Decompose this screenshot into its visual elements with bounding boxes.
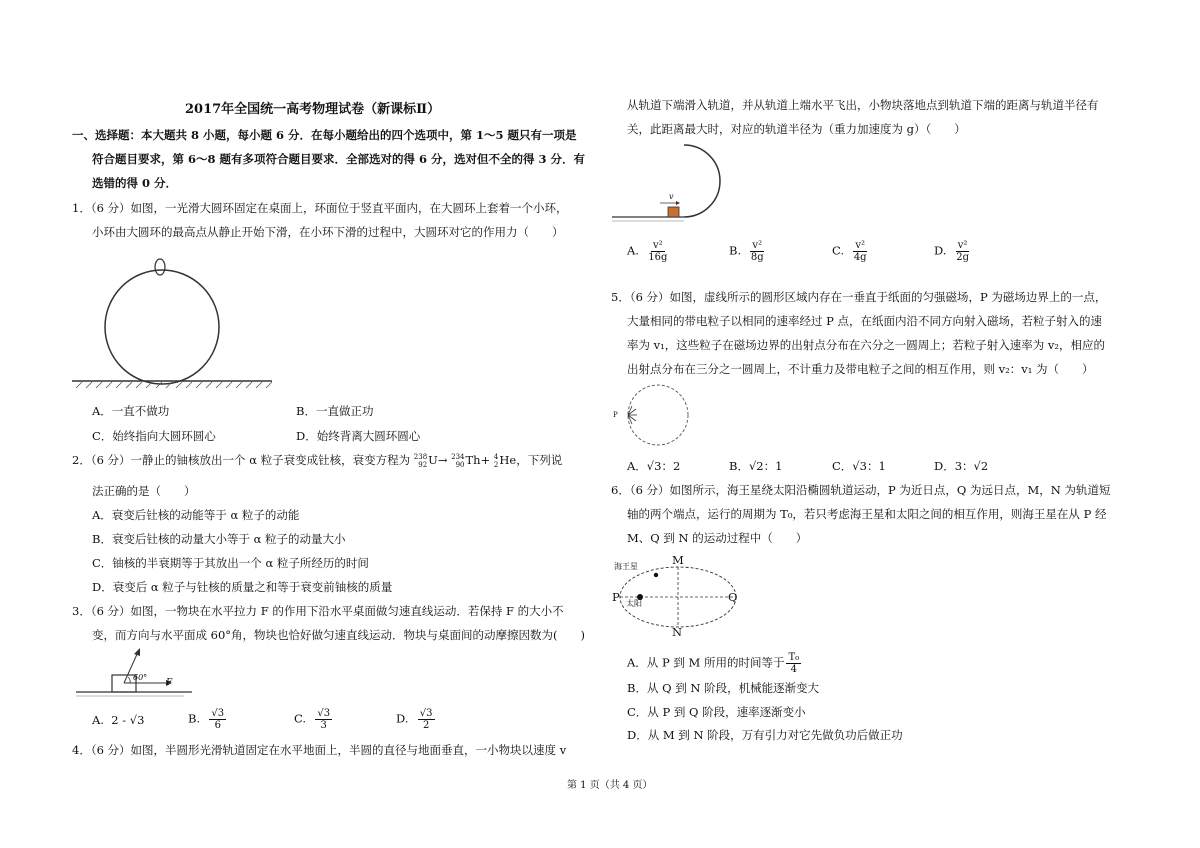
q4-stem-line2: 从轨道下端滑入轨道，并从轨道上端水平飞出，小物块落地点到轨道下端的距离与轨道半径有 bbox=[627, 98, 1099, 112]
section-header-line2: 符合题目要求，第 6～8 题有多项符合题目要求．全部选对的得 6 分，选对但不全的得 3 分．有 bbox=[92, 152, 586, 166]
q5-stem-line3: 率为 v₁，这些粒子在磁场边界的出射点分布在六分之一圆周上；若粒子射入速率为 v₂，相应的 bbox=[627, 338, 1106, 352]
q3-block-figure bbox=[72, 648, 192, 704]
q1-option-d: D．始终背离大圆环圆心 bbox=[296, 429, 421, 443]
q2-stem-pre: 2．（6 分）一静止的铀核放出一个 α 粒子衰变成钍核，衰变方程为 bbox=[72, 453, 411, 467]
q6-option-c: C．从 P 到 Q 阶段，速率逐渐变小 bbox=[627, 705, 806, 719]
q3-angle-label: 60° bbox=[133, 673, 148, 682]
uranium-symbol: U→ bbox=[428, 453, 448, 467]
q1-option-c: C．始终指向大圆环圆心 bbox=[92, 429, 216, 443]
q3-option-a: A. 2 - √3 bbox=[92, 713, 145, 727]
q1-stem-line1: 1．（6 分）如图，一光滑大圆环固定在桌面上，环面位于竖直平面内，在大圆环上套着一个小环， bbox=[72, 201, 568, 215]
q5-stem-line4: 出射点分布在三分之一圆周上，不计重力及带电粒子之间的相互作用，则 v₂：v₁ 为（ ） bbox=[627, 362, 1094, 376]
q4-semicircle-figure bbox=[612, 143, 732, 225]
q4-stem-line1: 4．（6 分）如图，半圆形光滑轨道固定在水平地面上，半圆的直径与地面垂直，一小物块以速度 v bbox=[72, 743, 567, 757]
q3-stem-line1: 3．（6 分）如图，一物块在水平拉力 F 的作用下沿水平桌面做匀速直线运动．若保持 F 的大小不 bbox=[72, 604, 564, 618]
q4-option-b: B. $\frac{\text{v²}}{8g}$ bbox=[729, 240, 764, 263]
q5-option-a: A．√3：2 bbox=[627, 459, 681, 473]
q1-stem-line2: 小环由大圆环的最高点从静止开始下滑，在小环下滑的过程中，大圆环对它的作用力（ ） bbox=[92, 225, 564, 239]
q5-stem-line2: 大量相同的带电粒子以相同的速率经过 P 点，在纸面内沿不同方向射入磁场，若粒子射入的速 bbox=[627, 314, 1103, 328]
q4-velocity-label: v bbox=[669, 192, 674, 201]
q2-option-c: C．铀核的半衰期等于其放出一个 α 粒子所经历的时间 bbox=[92, 556, 369, 570]
q2-stem-line2: 法正确的是（ ） bbox=[92, 484, 196, 498]
q2-stem-line1 bbox=[72, 452, 562, 469]
q6-point-q-label: Q bbox=[728, 590, 738, 604]
q6-option-a: A．从 P 到 M 所用的时间等于 $\frac{\text{T₀}}{4}$ bbox=[627, 652, 800, 675]
q6-option-b: B．从 Q 到 N 阶段，机械能逐渐变大 bbox=[627, 681, 820, 695]
section-header-line3: 选错的得 0 分． bbox=[92, 176, 178, 190]
q1-option-b: B．一直做正功 bbox=[296, 404, 374, 418]
q4-option-d: D. $\frac{\text{v²}}{2g}$ bbox=[934, 240, 969, 263]
q2-stem-post: ，下列说 bbox=[516, 453, 563, 467]
q5-stem-line1: 5．（6 分）如图，虚线所示的圆形区域内存在一垂直于纸面的匀强磁场，P 为磁场边界上的一点， bbox=[611, 290, 1107, 304]
q5-point-p-label: P bbox=[613, 411, 618, 419]
q3-option-c: C. $\frac{√3}{3}$ bbox=[294, 708, 331, 731]
thorium-symbol: Th+ bbox=[465, 453, 491, 467]
q4-stem-line3: 关，此距离最大时，对应的轨道半径为（重力加速度为 g）（ ） bbox=[627, 122, 966, 136]
q6-option-d: D．从 M 到 N 阶段，万有引力对它先做负功后做正功 bbox=[627, 728, 903, 742]
q1-hoop-figure bbox=[72, 252, 272, 392]
q6-point-m-label: M bbox=[672, 553, 684, 567]
q6-sun-label: 太阳 bbox=[626, 599, 642, 608]
q4-option-a: A. $\frac{\text{v²}}{16g}$ bbox=[627, 240, 668, 263]
q5-magnetic-field-figure bbox=[612, 383, 692, 447]
section-header-line1: 一、选择题：本大题共 8 小题，每小题 6 分．在每小题给出的四个选项中，第 1～5 题只有一项是 bbox=[72, 128, 577, 142]
q6-point-p-label: P bbox=[612, 590, 620, 604]
thorium-nuclide: 234 90 bbox=[451, 453, 465, 469]
q5-option-b: B．√2：1 bbox=[729, 459, 783, 473]
q6-point-n-label: N bbox=[672, 625, 683, 639]
q6-stem-line3: M、Q 到 N 的运动过程中（ ） bbox=[627, 531, 808, 545]
q6-stem-line2: 轴的两个端点，运行的周期为 T₀，若只考虑海王星和太阳之间的相互作用，则海王星在从 P 经 bbox=[627, 507, 1107, 521]
page-title: 2017年全国统一高考物理试卷（新课标Ⅱ） bbox=[185, 102, 441, 117]
q3-stem-line2: 变，而方向与水平面成 60°角，物块也恰好做匀速直线运动．物块与桌面间的动摩擦因数为( ) bbox=[92, 628, 586, 642]
helium-symbol: He bbox=[499, 453, 517, 467]
q2-option-b: B．衰变后钍核的动量大小等于 α 粒子的动量大小 bbox=[92, 532, 346, 546]
q3-force-label: F bbox=[166, 678, 173, 688]
q5-option-d: D．3：√2 bbox=[934, 459, 989, 473]
helium-nuclide: 4 2 bbox=[493, 453, 499, 469]
q4-option-c: C. $\frac{\text{v²}}{4g}$ bbox=[832, 240, 867, 263]
q3-option-b: B. $\frac{√3}{6}$ bbox=[188, 708, 225, 731]
q5-option-c: C．√3：1 bbox=[832, 459, 886, 473]
q3-option-d: D. $\frac{√3}{2}$ bbox=[396, 708, 433, 731]
page-footer: 第 1 页（共 4 页） bbox=[567, 780, 653, 791]
uranium-nuclide: 238 92 bbox=[413, 453, 428, 469]
q2-option-a: A．衰变后钍核的动能等于 α 粒子的动能 bbox=[92, 508, 300, 522]
q6-neptune-label: 海王星 bbox=[614, 562, 638, 571]
q1-option-a: A．一直不做功 bbox=[92, 404, 170, 418]
q2-option-d: D．衰变后 α 粒子与钍核的质量之和等于衰变前铀核的质量 bbox=[92, 580, 393, 594]
q6-stem-line1: 6．（6 分）如图所示，海王星绕太阳沿椭圆轨道运动，P 为近日点，Q 为远日点，M，N 为轨道短 bbox=[611, 483, 1111, 497]
